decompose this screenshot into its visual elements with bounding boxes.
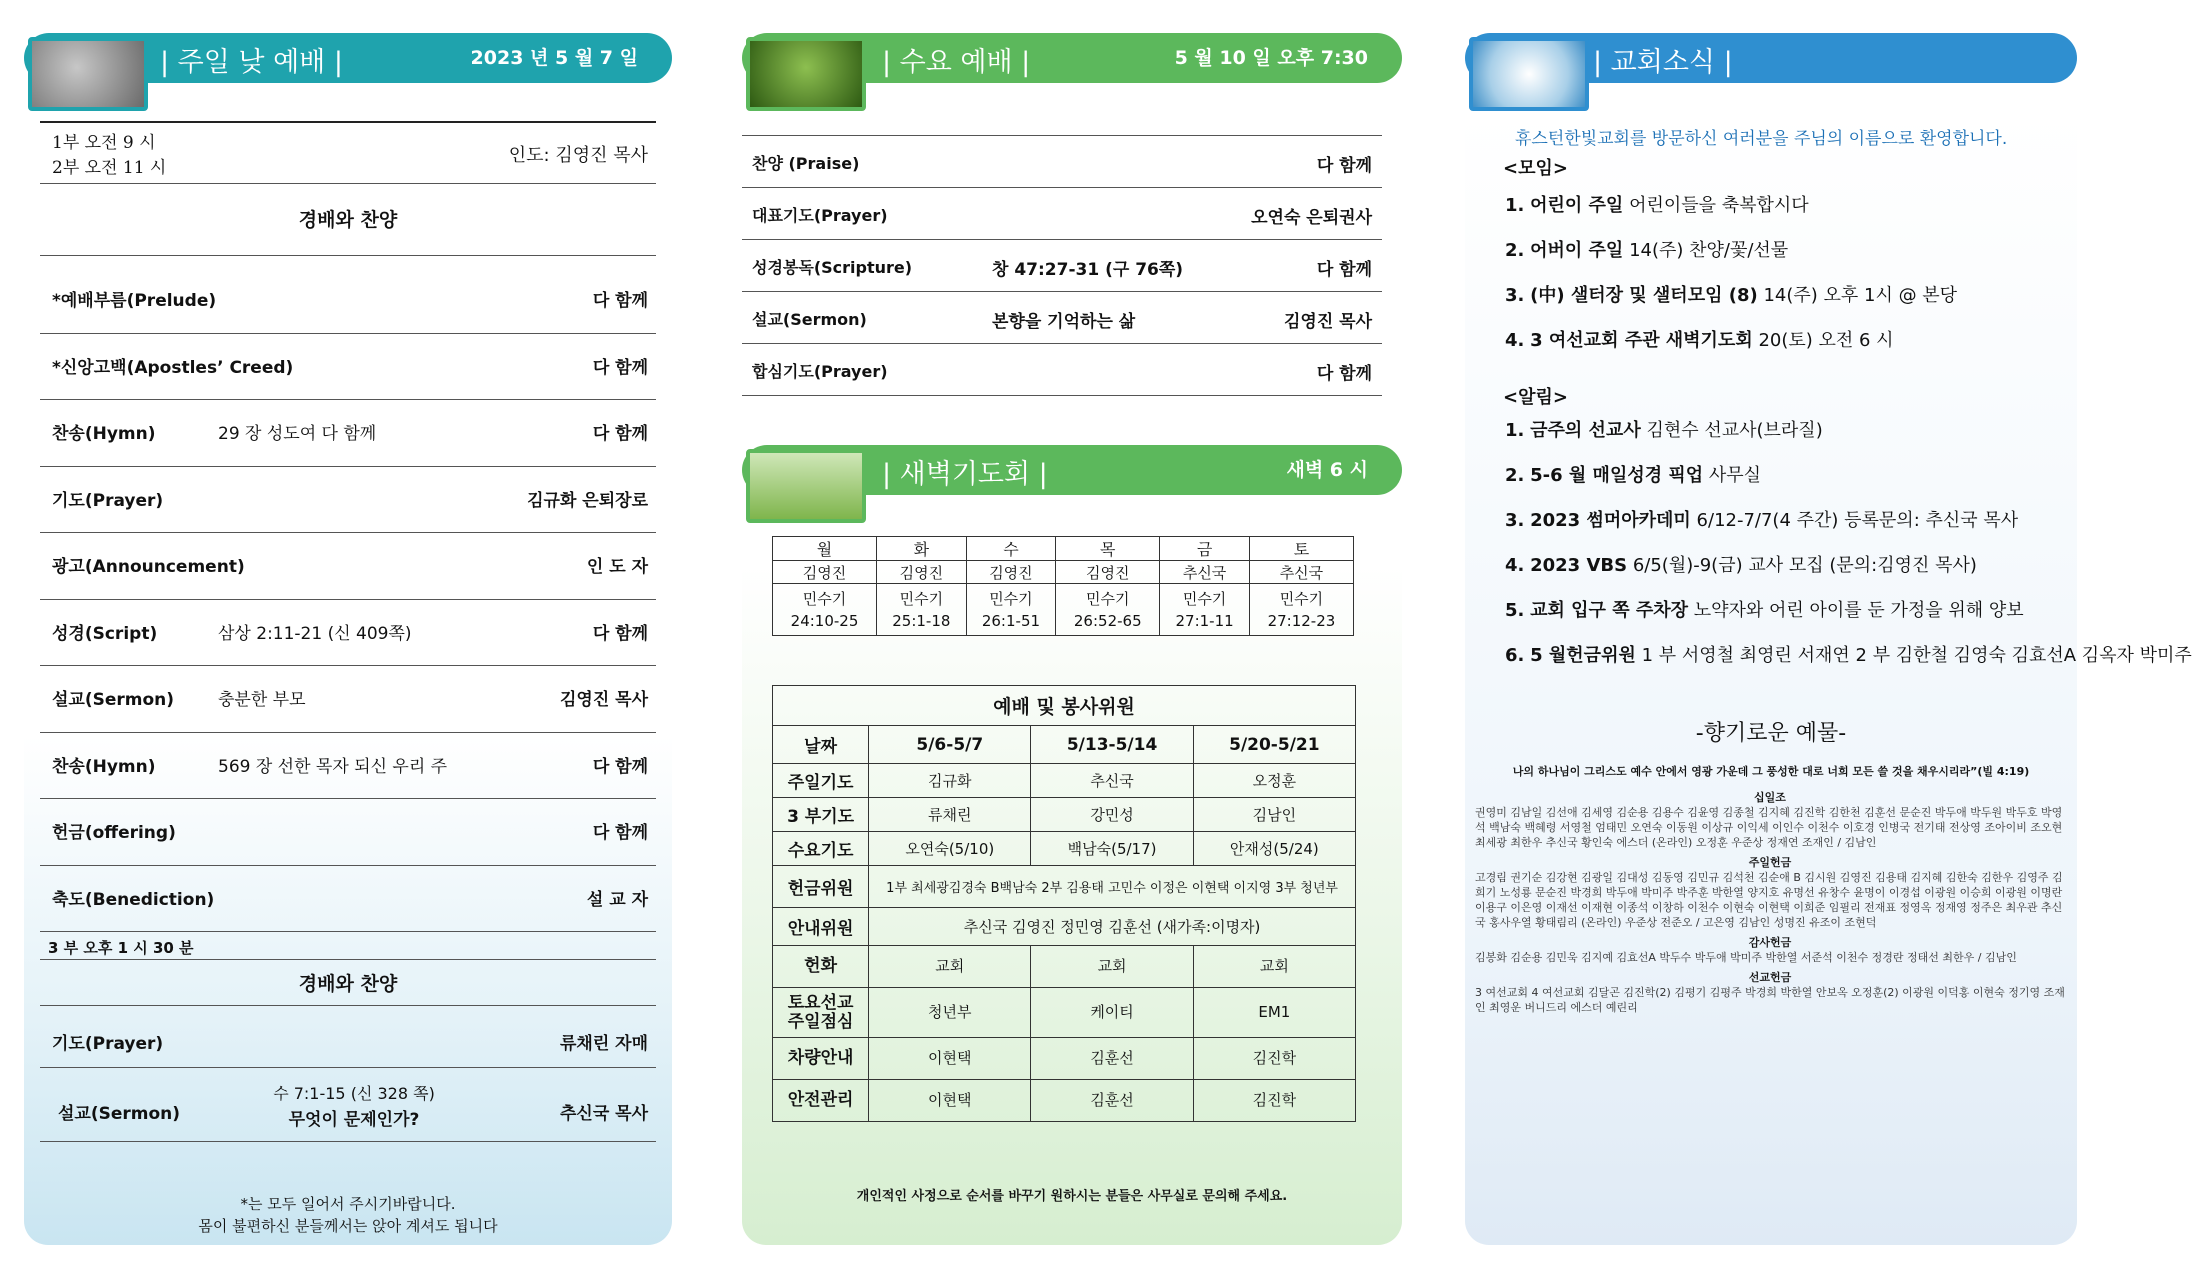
leader-cell: 추신국 [1249,561,1353,584]
wednesday-date: 5 월 10 일 오후 7:30 [1174,47,1368,69]
item-title: 3 여선교회 주관 새벽기도회 [1530,330,1753,351]
order-label: 찬송(Hymn) [52,424,156,444]
church-news-panel [1465,33,2192,1245]
item-number: 4. [1505,555,1525,576]
item-title: 2023 VBS [1530,555,1628,576]
order-label: 성경봉독(Scripture) [752,258,913,277]
sunday-service-panel [24,33,672,1245]
reading-book: 민수기 [989,589,1033,608]
date-header: 5/20-5/21 [1193,726,1355,764]
divider [40,1067,656,1068]
divider [40,1141,656,1142]
item-detail: 사무실 [1708,465,1762,486]
reading-verses: 25:1-18 [892,611,951,630]
flower-image [1469,37,1589,111]
reading-verses: 26:52-65 [1073,611,1142,630]
usher-row [773,908,1356,946]
date-header-row [773,726,1356,764]
duty-person: 김규화 [869,764,1031,798]
dawn-time: 새벽 6 시 [1286,459,1368,481]
item-title: (中) 샐터장 및 샐터모임 (8) [1530,285,1758,306]
order-label: *예배부름(Prelude) [52,291,217,311]
news-item [1505,506,2018,532]
offering-verse: 나의 하나님이 그리스도 예수 안에서 영광 가운데 그 풍성한 대로 너희 모든 쓸 것을 채우시리라”(빌 4:19) [1512,765,2030,778]
order-label: 기도(Prayer) [52,490,164,511]
duty-person: 오연숙(5/10) [869,832,1031,866]
divider [742,239,1382,240]
volunteers-title: 예배 및 봉사위원 [773,686,1356,726]
divider [742,395,1382,396]
divider [40,931,656,932]
item-detail: 1 부 서영철 최영린 서재연 2 부 김한철 김영숙 김효선A 김옥자 박미주 [1641,645,2192,666]
order-label: 축도(Benediction) [52,889,215,910]
item-detail: 14(주) 찬양/꽃/선물 [1629,240,1789,261]
duty-row [773,764,1356,798]
order-person: 다 함께 [1316,364,1372,384]
item-number: 2. [1505,240,1525,261]
order-person: 김영진 목사 [559,690,648,710]
leader-cell: 김영진 [877,561,967,584]
item-number: 4. [1505,330,1525,351]
order-person: 다 함께 [592,823,648,843]
news-item [1505,191,1809,217]
meetings-heading: <모임> [1503,158,1568,179]
order-person: 오연숙 은퇴권사 [1251,208,1372,228]
order-label: 헌금(offering) [52,823,176,843]
order-detail: 29 장 성도여 다 함께 [218,424,377,444]
item-title: 금주의 선교사 [1530,420,1641,441]
date-header: 5/6-5/7 [869,726,1031,764]
duty-person: 백남숙(5/17) [1031,832,1193,866]
duty-person: 김남인 [1193,798,1355,832]
order-person: 김규화 은퇴장로 [527,490,648,511]
duty-label: 주일기도 [773,764,869,798]
item-detail: 6/12-7/7(4 주간) 등록문의: 추신국 목사 [1696,510,2019,531]
divider [742,187,1382,188]
divider [40,466,656,467]
divider [742,291,1382,292]
day-cell: 목 [1056,537,1160,561]
offering-heading: -향기로운 예물- [1695,721,1847,746]
item-title: 어버이 주일 [1530,240,1624,261]
service-volunteers-table [772,685,1356,1122]
news-item [1505,326,1894,352]
duty-person: 김진학 [1193,1038,1355,1080]
order-label: 기도(Prayer) [52,1034,164,1054]
panel-background [24,113,672,1245]
offering-volunteers: 1부 최세광김경숙 B백남숙 2부 김용태 고민수 이정은 이현택 이지영 3부 청년부 [869,866,1356,908]
order-person: 다 함께 [1316,156,1372,176]
item-detail: 6/5(월)-9(금) 교사 모집 (문의:김영진 목사) [1632,555,1977,576]
order-person: 설 교 자 [586,889,648,910]
duty-row [773,946,1356,988]
duty-label: 헌금위원 [773,866,869,908]
duty-label: 안전관리 [773,1080,869,1122]
item-detail: 김현수 선교사(브라질) [1646,420,1823,441]
reading-cell [1249,584,1353,636]
duty-label: 헌화 [773,946,869,988]
order-person: 다 함께 [1316,260,1372,280]
leader-cell: 김영진 [966,561,1056,584]
order-person: 류채린 자매 [559,1034,648,1054]
divider [40,183,656,184]
order-person: 김영진 목사 [1283,312,1372,332]
order-label: 설교(Sermon) [752,310,867,329]
order-person: 다 함께 [592,623,648,644]
item-title: 5-6 월 매일성경 픽업 [1530,465,1704,486]
item-number: 1. [1505,420,1525,441]
divider [742,343,1382,344]
item-number: 3. [1505,285,1525,306]
offering-row [773,866,1356,908]
reading-verses: 27:1-11 [1175,611,1234,630]
section-praise-2: 경배와 찬양 [298,973,398,995]
duty-label: 차량안내 [773,1038,869,1080]
news-item [1505,236,1788,262]
news-title: | 교회소식 | [1593,47,1733,78]
reading-row [773,584,1354,636]
divider [40,798,656,799]
notices-heading: <알림> [1503,387,1568,408]
standing-note: *는 모두 일어서 주시기바랍니다. [240,1195,456,1213]
order-label: 광고(Announcement) [52,557,245,577]
duty-person: 김훈선 [1031,1080,1193,1122]
wooden-cross-image [746,37,866,111]
news-item [1505,281,1957,307]
duty-row [773,988,1356,1038]
duty-row [773,832,1356,866]
duty-row [773,798,1356,832]
item-title: 5 월헌금위원 [1530,645,1636,666]
usher-volunteers: 추신국 김영진 정민영 김훈선 (새가족:이명자) [869,908,1356,946]
reading-cell [1160,584,1250,636]
divider [40,399,656,400]
order-person: 다 함께 [592,756,648,777]
order-label: 찬송(Hymn) [52,756,156,777]
offering-category: 선교헌금 [1748,971,1792,984]
duty-person: 안재성(5/24) [1193,832,1355,866]
order-detail: 본향을 기억하는 삶 [992,312,1136,332]
order-detail: 569 장 선한 목자 되신 우리 주 [218,756,448,777]
news-item [1505,416,1823,442]
divider [40,665,656,666]
offering-names: 권영미 김남일 김선애 김세영 김순용 김용수 김윤영 김종철 김지혜 김진학 김한천 김훈선 문순진 박두애 박두원 박두호 박영석 백남숙 백혜령 서영철 엄태민 오연숙 이동원 이상규 이익세 이인수 이천수 이호경 인병국 전기태 전상영 조아이비 조오현 최세광 최한우 추신국 황인숙 에스더 (온라인) 오정훈 우준상 정재연 조재인 / 김남인 [1475,806,2063,849]
date-header: 날짜 [773,726,869,764]
reading-book: 민수기 [802,589,847,608]
divider [40,255,656,256]
sitting-note: 몸이 불편하신 분들께서는 앉아 계셔도 됩니다 [198,1217,498,1235]
sunday-date: 2023 년 5 월 7 일 [470,47,638,69]
divider [40,865,656,866]
duty-person: 이현택 [869,1080,1031,1122]
wednesday-title: | 수요 예배 | [882,47,1031,78]
footer-note: 개인적인 사정으로 순서를 바꾸기 원하시는 분들은 사무실로 문의해 주세요. [856,1189,1288,1204]
news-item [1505,461,1761,487]
duty-label: 3 부기도 [773,798,869,832]
duty-person: 추신국 [1031,764,1193,798]
news-item [1505,551,1977,577]
divider [40,1005,656,1006]
leader-row [773,561,1354,584]
duty-person: EM1 [1193,988,1355,1038]
order-person: 다 함께 [592,424,648,444]
divider [40,732,656,733]
offering-names: 고경림 권기순 김강현 김광일 김대성 김동영 김민규 김석천 김순애 B 김시원 김영진 김용태 김지혜 김한숙 김한우 김영주 김희기 노성룡 문순진 박경희 박두애 박미주 박주훈 박한열 양지호 유명선 유창수 윤명이 이경섭 이광원 이승희 이광원 이명란 이용구 이은영 이재선 이재현 이종석 이창하 이천수 이현숙 이현택 이희준 임필리 전재표 정영옥 정재영 정주은 최우관 추신국 홍사우열 황태림리 (온라인) 우준상 전준오 / 고은영 김남인 성명진 유조이 조현덕 [1475,871,2063,929]
duty-person: 김진학 [1193,1080,1355,1122]
order-scripture: 수 7:1-15 (신 328 쪽) [273,1084,435,1103]
order-person: 추신국 목사 [559,1104,648,1124]
reading-verses: 26:1-51 [981,611,1041,630]
order-label: 설교(Sermon) [58,1104,181,1124]
divider [40,121,656,123]
order-person: 인 도 자 [586,557,648,577]
item-title: 2023 썸머아카데미 [1530,510,1691,531]
offering-names: 김봉화 김순용 김민욱 김지예 김효선A 박두수 박두애 박미주 박한열 서준석 이천수 정경란 정태선 최한우 / 김남인 [1475,951,2017,964]
reading-cell [1056,584,1160,636]
item-number: 6. [1505,645,1525,666]
sunday-title: | 주일 낮 예배 | [160,47,343,78]
day-cell: 월 [773,537,877,561]
order-label: 성경(Script) [52,623,158,644]
item-detail: 어린이들을 축복합시다 [1629,195,1809,216]
service-leader: 인도: 김영진 목사 [508,145,648,166]
item-number: 5. [1505,600,1525,621]
offering-names: 3 여선교회 4 여선교회 김달곤 김진학(2) 김평기 김평주 박경희 박한열 안보옥 오정훈(2) 이광원 이덕홍 이현숙 정기영 조재인 최영운 버니드리 에스더 예린리 [1475,986,2065,1014]
divider [40,333,656,334]
item-detail: 14(주) 오후 1시 @ 본당 [1763,285,1958,306]
day-row [773,537,1354,561]
order-label: *신앙고백(Apostles’ Creed) [52,357,294,378]
order-label: 합심기도(Prayer) [752,362,888,381]
dawn-title: | 새벽기도회 | [882,459,1048,490]
reading-book: 민수기 [1279,589,1324,608]
duty-label: 안내위원 [773,908,869,946]
dawn-schedule-table [772,536,1354,636]
duty-person: 케이티 [1031,988,1193,1038]
order-label: 설교(Sermon) [52,690,175,710]
duty-person: 이현택 [869,1038,1031,1080]
leader-cell: 추신국 [1160,561,1250,584]
duty-label: 토요선교 주일점심 [773,988,869,1038]
order-person: 다 함께 [592,357,648,378]
divider [40,599,656,600]
item-detail: 노약자와 어린 아이를 둔 가정을 위해 양보 [1693,600,2024,621]
duty-label: 수요기도 [773,832,869,866]
news-item [1505,596,2024,622]
reading-book: 민수기 [1182,589,1227,608]
day-cell: 수 [966,537,1056,561]
divider [742,135,1382,136]
day-cell: 화 [877,537,967,561]
order-detail: 창 47:27-31 (구 76쪽) [992,260,1184,280]
item-number: 3. [1505,510,1525,531]
offering-category: 주일헌금 [1748,856,1792,869]
sermon-title: 무엇이 문제인가? [288,1110,420,1130]
duty-person: 강민성 [1031,798,1193,832]
service-time-2: 2부 오전 11 시 [52,158,167,178]
leader-cell: 김영진 [1056,561,1160,584]
duty-person: 교회 [869,946,1031,988]
welcome-message: 휴스턴한빛교회를 방문하신 여러분을 주님의 이름으로 환영합니다. [1515,129,2008,149]
item-title: 교회 입구 쪽 주차장 [1530,600,1689,621]
section-praise: 경배와 찬양 [298,209,398,231]
duty-person: 청년부 [869,988,1031,1038]
order-label: 찬양 (Praise) [752,154,860,173]
divider [40,959,656,960]
order-detail: 충분한 부모 [218,690,306,710]
wednesday-panel [742,33,1402,1245]
reading-book: 민수기 [1086,589,1130,608]
duty-person: 교회 [1031,946,1193,988]
reading-cell [773,584,877,636]
item-detail: 20(토) 오전 6 시 [1758,330,1894,351]
date-header: 5/13-5/14 [1031,726,1193,764]
news-item [1505,641,2192,667]
item-number: 2. [1505,465,1525,486]
duty-person: 김훈선 [1031,1038,1193,1080]
leader-cell: 김영진 [773,561,877,584]
day-cell: 토 [1249,537,1353,561]
order-person: 다 함께 [592,291,648,311]
cross-image [28,37,148,111]
duty-person: 오정훈 [1193,764,1355,798]
item-number: 1. [1505,195,1525,216]
duty-person: 류채린 [869,798,1031,832]
duty-person: 교회 [1193,946,1355,988]
order-detail: 삼상 2:11-21 (신 409쪽) [218,623,412,644]
reading-verses: 27:12-23 [1267,611,1336,630]
duty-row [773,1080,1356,1122]
third-service-time: 3 부 오후 1 시 30 분 [48,939,194,957]
reading-book: 민수기 [899,589,944,608]
item-title: 어린이 주일 [1530,195,1624,216]
divider [40,532,656,533]
candle-image [746,449,866,523]
order-label: 대표기도(Prayer) [752,206,888,225]
reading-cell [966,584,1056,636]
day-cell: 금 [1160,537,1250,561]
offering-category: 감사헌금 [1748,936,1792,949]
service-time-1: 1부 오전 9 시 [52,133,156,153]
reading-verses: 24:10-25 [790,611,859,630]
reading-cell [877,584,967,636]
offering-category: 십일조 [1754,791,1786,804]
duty-row [773,1038,1356,1080]
